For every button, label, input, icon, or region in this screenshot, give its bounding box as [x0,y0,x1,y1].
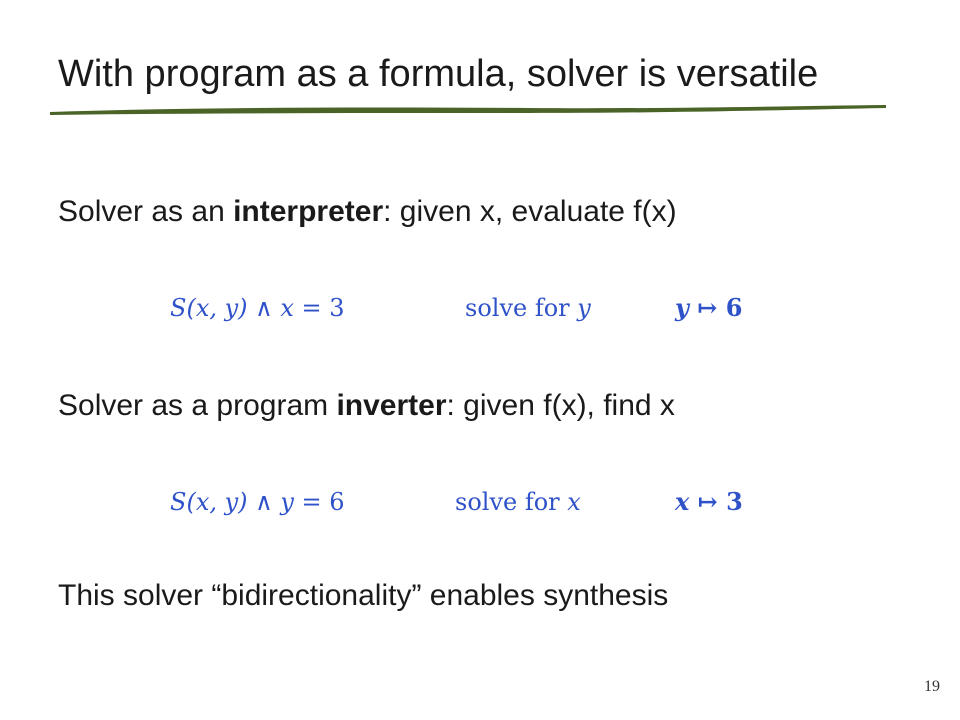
page-number: 19 [924,678,940,695]
bullet-text: : given f(x), find x [446,389,675,422]
bullet-text: Solver as an [58,195,234,228]
bullet-inverter [58,386,675,426]
formula-2-lhs: S(x, y) ∧ y = 6 [170,488,345,516]
formula-2-result: x ↦ 3 [675,487,743,516]
bullet-text: Solver as a program [58,389,337,422]
title-underline [48,98,888,122]
formula-2-solve: solve for x [455,488,581,516]
bullet-bidirectionality: This solver “bidirectionality” enables synthesis [58,579,669,612]
slide-title: With program as a formula, solver is versatile [58,53,819,95]
formula-1-lhs: S(x, y) ∧ x = 3 [170,294,345,322]
bullet-emphasis: interpreter [233,195,384,228]
bullet-text: : given x, evaluate f(x) [383,195,677,228]
formula-1-solve: solve for y [465,294,591,322]
bullet-interpreter [58,192,677,232]
bullet-emphasis: inverter [336,389,447,422]
formula-1-result: y ↦ 6 [675,293,743,322]
